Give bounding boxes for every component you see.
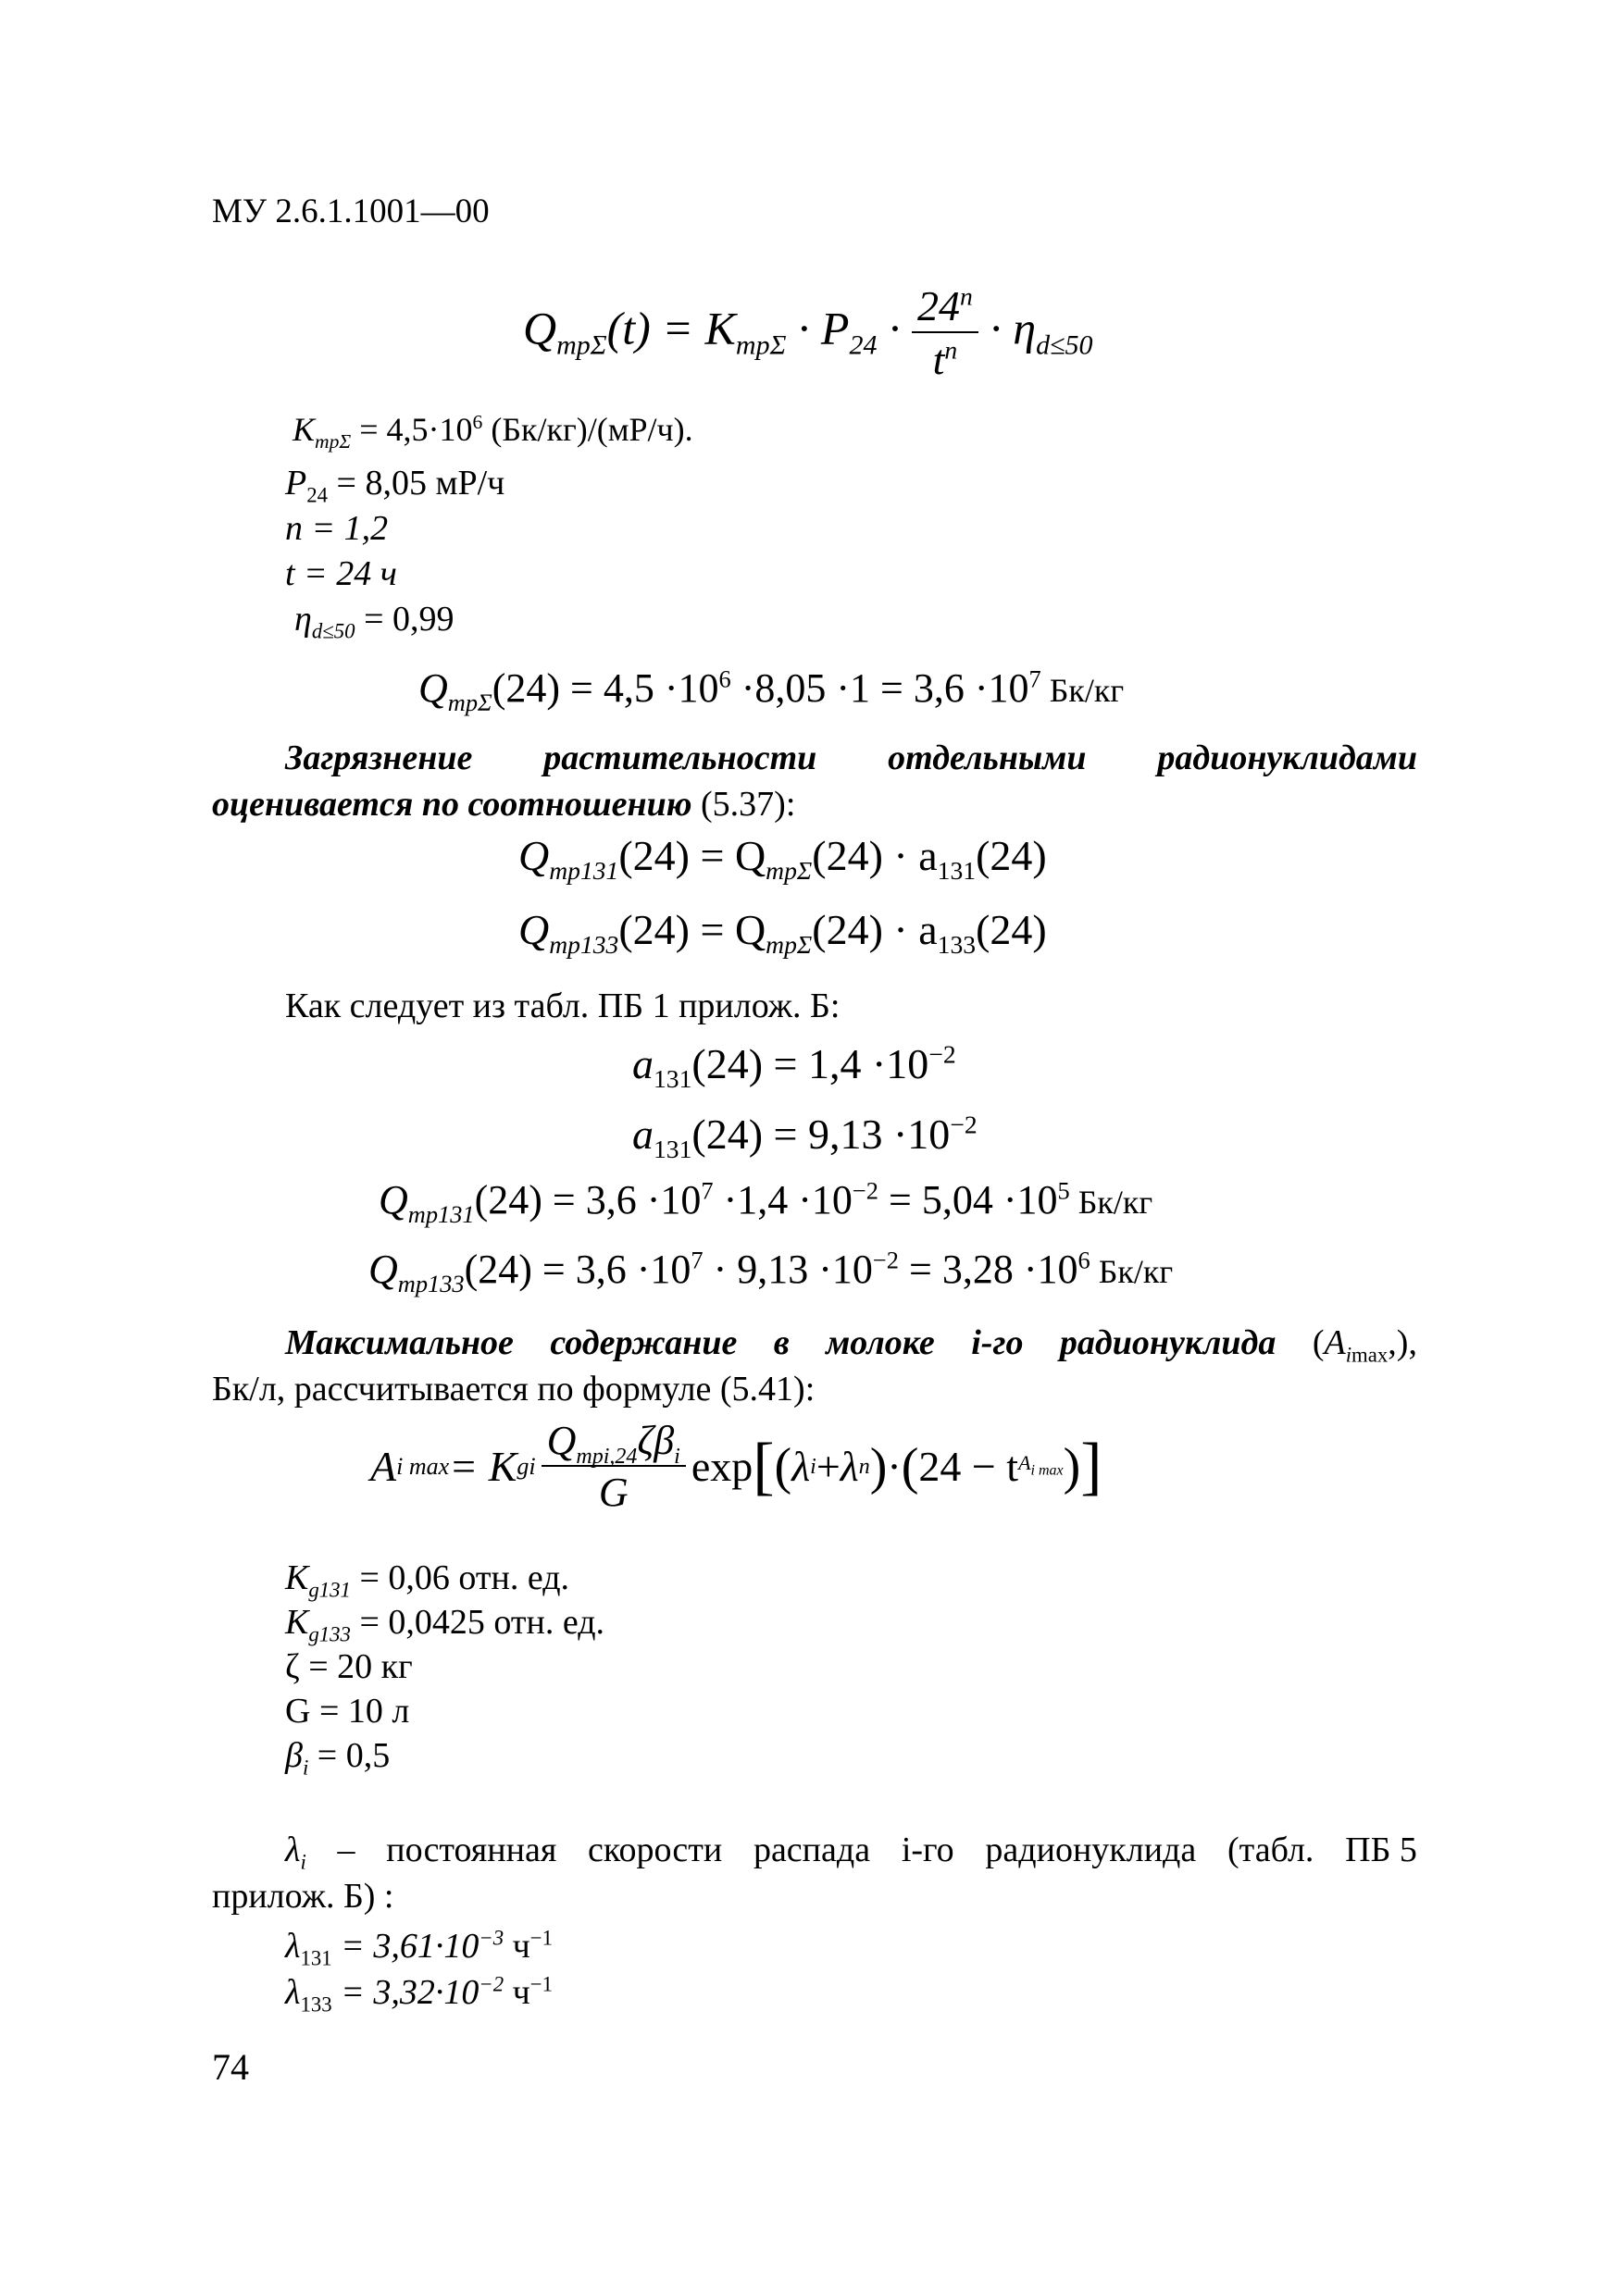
paragraph-milk-line1: Максимальное содержание в молоке i-го радионуклида $(A_{imax},)$, <box>285 1323 1417 1367</box>
formula-q133: $Q_{тр133}(24) = Q_{тр\Sigma}(24) \cdot a_{133}(24)$ <box>518 906 1047 960</box>
paragraph-decay-line1: $\lambda_i$ – постоянная скорости распада i-го радионуклида (табл. ПБ 5 <box>285 1831 1417 1874</box>
paragraph-vegetation-line2: оценивается по соотношению (5.37): <box>212 785 796 824</box>
param-kg133: $K_{g133} = 0,0425$ отн. ед. <box>285 1603 605 1646</box>
param-zeta: ζ = 20 кг <box>285 1647 413 1686</box>
paragraph-vegetation-line1: Загрязнение растительности отдельными радионуклидами <box>285 738 1417 777</box>
formula-q133-value: $Q_{тр133}(24) = 3,6 \cdot 10^7 \cdot 9,13 \cdot 10^{-2} = 3,28 \cdot 10^6$ Бк/кг <box>368 1246 1174 1297</box>
formula-a131-2: $a_{131}(24) = 9,13 \cdot 10^{-2}$ <box>632 1110 978 1164</box>
param-p24: $P_{24} = 8,05$ мР/ч <box>285 464 505 507</box>
param-g: G = 10 л <box>285 1692 410 1731</box>
param-k-total: $K_{тр\Sigma} = 4,5\cdot 10^6$ (Бк/кг)/(мР/ч). <box>293 411 693 453</box>
param-kg131: $K_{g131} = 0,06$ отн. ед. <box>285 1558 570 1602</box>
page-number: 74 <box>212 2046 249 2088</box>
param-t: t = 24 ч <box>285 554 397 593</box>
param-n: n = 1,2 <box>285 509 389 548</box>
formula-a131-1: $a_{131}(24) = 1,4 \cdot 10^{-2}$ <box>632 1039 956 1094</box>
paragraph-table-ref: Как следует из табл. ПБ 1 прилож. Б: <box>285 987 841 1025</box>
param-eta: $\eta_{d\le 50} = 0,99$ <box>294 600 455 643</box>
param-lambda133: $\lambda_{133} = 3,32\cdot 10^{-2}$ $ч^{-1}$ <box>285 1972 554 2017</box>
formula-q131: $Q_{тр131}(24) = Q_{тр\Sigma}(24) \cdot a_{131}(24)$ <box>518 832 1047 886</box>
formula-q131-value: $Q_{тр131}(24) = 3,6 \cdot 10^7 \cdot 1,4 \cdot 10^{-2} = 5,04 \cdot 10^5$ Бк/кг <box>379 1176 1153 1228</box>
formula-a-imax: A i max = K gi $\frac{Q_{трi,24}\zeta\beta_i}{G}$ exp [ ( λ i + λ n ) · ( 24 − t $A_{i max}$ ) ] <box>370 1418 1102 1515</box>
formula-q-total: $Q_{тр\Sigma}(t) = K_{тр\Sigma} \cdot P_{24}$ · $\frac{24^n}{t^n}$ · $\eta_{d\le 50}$ <box>523 281 1093 383</box>
paragraph-decay-line2: прилож. Б) : <box>212 1877 394 1916</box>
document-header: МУ 2.6.1.1001—00 <box>212 192 490 230</box>
param-beta: $\beta_i = 0,5$ <box>285 1736 391 1780</box>
formula-q-total-24: $Q_{тр\Sigma}(24) = 4,5 \cdot 10^6 \cdot 8,05 \cdot 1 = 3,6 \cdot 10^7$ Бк/кг <box>418 664 1125 716</box>
paragraph-milk-line2: Бк/л, рассчитывается по формуле (5.41): <box>212 1370 816 1409</box>
param-lambda131: $\lambda_{131} = 3,61\cdot 10^{-3}$ $ч^{-1}$ <box>285 1926 554 1970</box>
